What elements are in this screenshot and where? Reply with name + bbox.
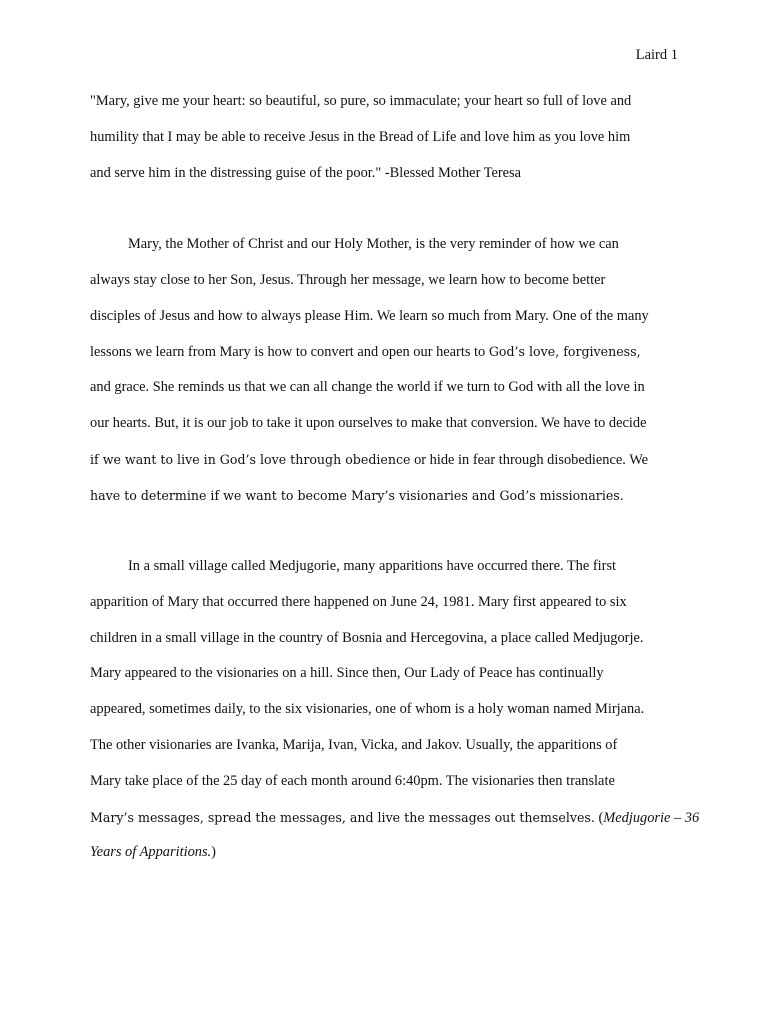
paragraph-line: apparition of Mary that occurred there happened on June 24, 1981. Mary first appeared to six (90, 593, 627, 610)
text-run: or hide in fear through disobedience. We (410, 451, 649, 468)
epigraph-line: and serve him in the distressing guise of the poor." -Blessed Mother Teresa (90, 164, 522, 181)
paragraph-line (90, 835, 680, 871)
paragraph-line: appeared, sometimes daily, to the six visionaries, one of whom is a holy woman named Mirjana. (90, 701, 645, 718)
paragraph-line: The other visionaries are Ivanka, Marija, Ivan, Vicka, and Jakov. Usually, the apparitions of (90, 736, 618, 753)
paragraph-line: In a small village called Medjugorie, many apparitions have occurred there. The first (128, 558, 617, 574)
paragraph-mary-mother (90, 227, 680, 513)
text-run: lessons we learn from Mary is how to convert and open our hearts to (90, 344, 489, 361)
paragraph-line: Mary, the Mother of Christ and our Holy Mother, is the very reminder of how we can (128, 236, 619, 252)
text-run: ( (594, 809, 604, 826)
paragraph-line (90, 334, 680, 370)
paragraph-line: always stay close to her Son, Jesus. Through her message, we learn how to become better (90, 271, 606, 288)
text-run: if we want to live in God’s love through obedience (90, 451, 411, 467)
paragraph-line: and grace. She reminds us that we can all change the world if we turn to God with all the love in (90, 379, 645, 396)
paragraph-line (90, 800, 700, 836)
paragraph-medjugorie (90, 549, 700, 871)
paragraph-line (90, 442, 680, 478)
epigraph-quote (90, 84, 680, 191)
paragraph-line: Mary appeared to the visionaries on a hill. Since then, Our Lady of Peace has continually (90, 665, 604, 682)
text-run: ) (211, 844, 216, 861)
epigraph-line: humility that I may be able to receive Jesus in the Bread of Life and love him as you love him (90, 128, 631, 145)
paragraph-line: have to determine if we want to become Mary’s visionaries and God’s missionaries. (90, 487, 624, 503)
paragraph-line: our hearts. But, it is our job to take it upon ourselves to make that conversion. We have to decide (90, 414, 647, 431)
paragraph-line: children in a small village in the country of Bosnia and Hercegovina, a place called Medjugorje. (90, 629, 644, 646)
citation-title: Years of Apparitions. (90, 844, 212, 861)
text-run: Mary’s messages, spread the messages, and live the messages out themselves. (90, 809, 595, 825)
running-head: Laird 1 (635, 47, 678, 63)
text-run: God’s love, forgiveness, (488, 344, 641, 360)
epigraph-line: "Mary, give me your heart: so beautiful, so pure, so immaculate; your heart so full of love and (90, 93, 632, 109)
paragraph-line: disciples of Jesus and how to always please Him. We learn so much from Mary. One of the many (90, 307, 649, 324)
paragraph-line: Mary take place of the 25 day of each month around 6:40pm. The visionaries then translate (90, 772, 615, 789)
citation-title: Medjugorie – 36 (603, 809, 700, 826)
